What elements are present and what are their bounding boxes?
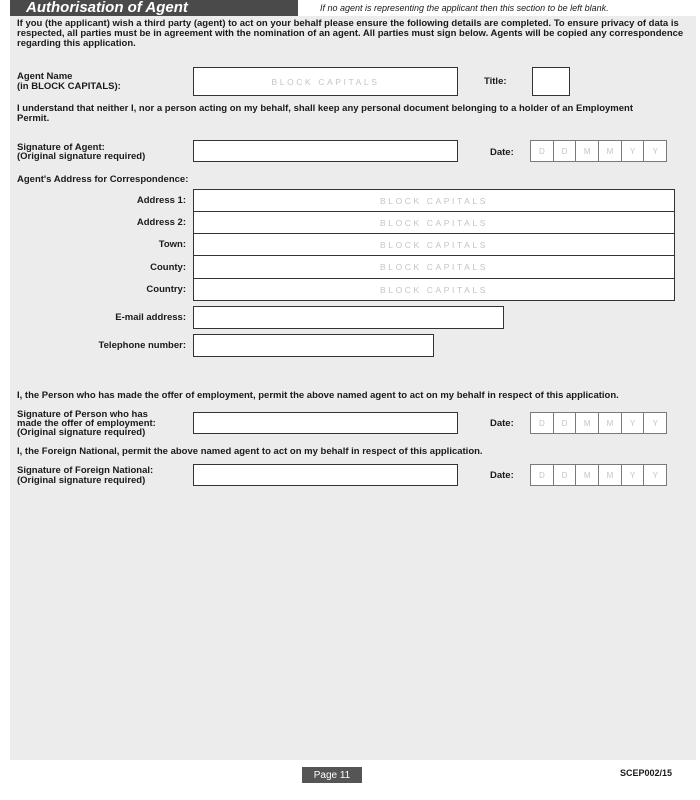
address1-field[interactable]	[193, 189, 675, 212]
section-title: Authorisation of Agent	[26, 0, 188, 16]
foreign-signature-label-line2: (Original signature required)	[17, 475, 146, 486]
address-heading: Agent's Address for Correspondence:	[17, 174, 189, 185]
agent-name-placeholder: BLOCK CAPITALS	[271, 76, 380, 87]
document-code: SCEP002/15	[620, 768, 673, 778]
agent-signature-label-line1: Signature of Agent:	[17, 142, 105, 153]
date-cell-month1[interactable]: M	[575, 464, 599, 486]
employer-signature-field[interactable]	[193, 412, 458, 434]
date-cell-month2[interactable]: M	[598, 412, 622, 434]
section-title-bar	[10, 0, 298, 16]
form-panel	[10, 16, 696, 760]
email-field[interactable]	[193, 306, 504, 329]
phone-field[interactable]	[193, 334, 434, 357]
date-cell-month1[interactable]: M	[575, 412, 599, 434]
title-field[interactable]	[532, 67, 570, 96]
country-field[interactable]	[193, 278, 675, 301]
county-placeholder: BLOCK CAPITALS	[379, 262, 489, 272]
understand-text: I understand that neither I, nor a person acting on my behalf, shall keep any personal document belonging to a holder of an Employment Permit.	[17, 103, 634, 124]
date-cell-month2[interactable]: M	[598, 140, 622, 162]
address1-placeholder: BLOCK CAPITALS	[379, 195, 489, 206]
blank-note: If no agent is representing the applicant then this section to be left blank.	[320, 3, 609, 13]
county-label: County:	[150, 262, 186, 273]
agent-date-label: Date:	[490, 147, 514, 158]
address1-label: Address 1:	[136, 195, 186, 206]
address2-field[interactable]	[193, 211, 675, 234]
county-field[interactable]	[193, 255, 675, 279]
agent-name-label-line2: (in BLOCK CAPITALS):	[17, 81, 121, 92]
date-cell-day2[interactable]: D	[553, 412, 577, 434]
date-cell-year2[interactable]: Y	[643, 464, 667, 486]
date-cell-day1[interactable]: D	[530, 140, 554, 162]
country-label: Country:	[146, 284, 186, 295]
employer-signature-label-line3: (Original signature required)	[17, 427, 146, 438]
date-cell-day2[interactable]: D	[553, 140, 577, 162]
date-cell-year1[interactable]: Y	[621, 464, 645, 486]
agent-signature-label-line2: (Original signature required)	[17, 151, 146, 162]
date-cell-day1[interactable]: D	[530, 412, 554, 434]
agent-signature-field[interactable]	[193, 140, 458, 162]
foreign-permit-statement: I, the Foreign National, permit the above named agent to act on my behalf in respect of this application.	[17, 446, 483, 457]
date-cell-year1[interactable]: Y	[621, 140, 645, 162]
date-cell-year2[interactable]: Y	[643, 140, 667, 162]
agent-name-label-line1: Agent Name	[17, 71, 73, 82]
country-placeholder: BLOCK CAPITALS	[379, 284, 489, 295]
phone-label: Telephone number:	[98, 340, 186, 351]
date-cell-month1[interactable]: M	[575, 140, 599, 162]
date-cell-day1[interactable]: D	[530, 464, 554, 486]
date-cell-day2[interactable]: D	[553, 464, 577, 486]
page-number-badge: Page 11	[302, 767, 362, 783]
date-cell-year1[interactable]: Y	[621, 412, 645, 434]
foreign-signature-label-line1: Signature of Foreign National:	[17, 465, 154, 476]
agent-name-field[interactable]	[193, 67, 458, 96]
town-label: Town:	[158, 239, 186, 250]
foreign-signature-field[interactable]	[193, 464, 458, 486]
email-label: E-mail address:	[115, 312, 186, 323]
foreign-date-field[interactable]	[530, 464, 666, 486]
date-cell-month2[interactable]: M	[598, 464, 622, 486]
address2-label: Address 2:	[136, 217, 186, 228]
employer-date-label: Date:	[490, 418, 514, 429]
title-label: Title:	[484, 76, 507, 87]
foreign-date-label: Date:	[490, 470, 514, 481]
employer-date-field[interactable]	[530, 412, 666, 434]
agent-date-field[interactable]	[530, 140, 666, 162]
address2-placeholder: BLOCK CAPITALS	[379, 217, 489, 228]
intro-text: If you (the applicant) wish a third party (agent) to act on your behalf please ensure the following details are completed. To ensure privacy of data is respected, all parties must be in agreement with the nomination of an agent. All parties must sign below. Agents will be copied any correspondence regarding this application.	[17, 18, 684, 49]
town-field[interactable]	[193, 233, 675, 256]
employer-signature-label-line2: made the offer of employment:	[17, 418, 156, 429]
town-placeholder: BLOCK CAPITALS	[379, 239, 489, 250]
employer-signature-label-line1: Signature of Person who has	[17, 409, 148, 420]
employer-permit-statement: I, the Person who has made the offer of employment, permit the above named agent to act on my behalf in respect of this application.	[17, 390, 619, 401]
date-cell-year2[interactable]: Y	[643, 412, 667, 434]
